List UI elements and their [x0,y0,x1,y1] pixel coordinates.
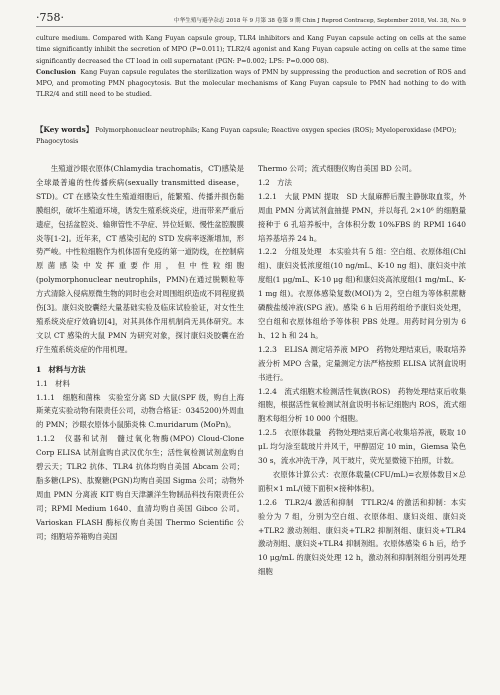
paragraph-cells-strains: 1.1.1 细胞和菌株 实验室分离 SD 大鼠(SPF 级，购自上海斯莱克实验动物有限责任公司，动物合格证：0345200)外周血的 PMN；沙眼衣原体小鼠肺炎株 C.muridarum (MoPn)。 [36,392,244,430]
paragraph-tlr-activation: 1.2.6 TLR2/4 激活和抑制 TTLR2/4 的激活和抑制：本实验分为 7 组，分别为空白组、衣原体组、康妇炎组、康妇炎+TLR2 激动剂组、康妇炎+TLR2 抑制剂组、康妇炎+TLR4 激动剂组、康妇炎+TLR4 抑制剂组。衣原体感染 6 h 后，给予 10 μg/mL 的康妇炎处理 12 h，激动剂和抑制剂组分别再处理细胞 [258,497,466,577]
paragraph-instruments-reagents: 1.1.2 仪器和试剂 髓过氧化物酶(MPO) Cloud-Clone Corp ELISA 试剂盒购自武汉优尔生；活性氧检测试剂盒购自碧云天；TLR2 抗体、TLR4 抗体均购自美国 Abcam 公司；脂多糖(LPS)、肽聚糖(PGN)均购自美国 Sigma 公司；动物外周血 PMN 分离液 KIT 购自天津灏洋生物制品科技有限责任公司；RPMI Medium 1640、血清均购自美国 Gibco 公司。Varioskan FLASH 酶标仪购自美国 Thermo Scientific 公司；细胞培养箱购自美国 [36,434,244,541]
keywords [36,124,466,147]
paragraph-continued: Thermo 公司；流式细胞仪购自美国 BD 公司。 [258,164,417,173]
paragraph-flow-ros: 1.2.4 流式细胞术检测活性氧族(ROS) 药物处理结束后收集细胞，根据活性氧检测试剂盒说明书标记细胞内 ROS，流式细胞术每组分析 10 000 个细胞。 [258,386,466,424]
section-heading-materials-methods: 1 材料与方法 [36,364,86,374]
subsection-heading-methods: 1.2 方法 [258,177,292,187]
keywords-text: Polymorphonuclear neutrophils; Kang Fuyan capsule; Reactive oxygen species (ROS); Myeloperoxidase (MPO); Phagocytosis [36,126,457,145]
paragraph-elisa-mpo: 1.2.3 ELISA 测定培养液 MPO 药物处理结束后，吸取培养液分析 MPO 含量，定量测定方法严格按照 ELISA 试剂盒说明书进行。 [258,344,466,382]
conclusion-label: Conclusion [36,67,76,76]
left-column [36,162,244,543]
page-number: ·758· [36,11,64,24]
paragraph-pmn-extraction: 1.2.1 大鼠 PMN 提取 SD 大鼠麻醉后腹主静脉取血浆，外周血 PMN 分离试剂盒抽提 PMN，并以每孔 2×10⁶ 的细胞量接种于 6 孔培养板中，含体积分数 10%FBS 的 RPMI 1640 培养基培养 24 h。 [258,191,466,243]
conclusion-text: Kang Fuyan capsule regulates the sterilization ways of PMN by suppressing the production and secretion of ROS and MPO, and promoting PMN phagocytosis. But the molecular mechanisms of Kang Fuyan capsule to PMN had nothing to do with TLR2/4 and still need to be studied. [36,67,466,99]
abstract-conclusion [36,67,466,101]
keywords-label: 【Key words】 [36,125,94,134]
english-abstract [36,33,466,101]
abstract-results-tail: culture medium. Compared with Kang Fuyan capsule group, TLR4 inhibitors and Kang Fuyan capsule acting on cells at the same time significantly inhibit the secretion of MPO (P=0.011); TLR2/4 agonist and Kang Fuyan capsule acting on cells at the same time significantly decreased the CT load in cell supernatant (PGN: P=0.002; LPS: P=0.000 08). [36,34,466,65]
paragraph-load-formula: 衣原体计算公式：衣原体载量(CFU/mL)=衣原体数目×总面积×1 mL/(镜下面积×接种体积)。 [258,469,466,493]
journal-citation: 中华生殖与避孕杂志 2018 年 9 月第 38 卷第 9 期 Chin J Reprod Contracep, September 2018, Vol. 38, No. 9 [174,18,466,24]
subsection-heading-materials: 1.1 材料 [36,378,70,388]
right-column [258,162,466,579]
paragraph-grouping: 1.2.2 分组及处理 本实验共有 5 组：空白组、衣原体组(Chl 组)、康妇炎低浓度组(10 ng/mL、K-10 ng 组)、康妇炎中浓度组(1 μg/mL、K-10 μg 组)和康妇炎高浓度组(1 mg/mL、K-1 mg 组)。衣原体感染复数(MOI)为 2，空白组为等体积蔗糖磷酸盐缓冲液(SPG 液)。感染 6 h 后用药组给予康妇炎处理，空白组和衣原体组给予等体积 PBS 处理。用药时间分别为 6 h、12 h 和 24 h。 [258,247,466,340]
intro-paragraph: 生殖道沙眼衣原体(Chlamydia trachomatis，CT)感染是全球最普遍的性传播疾病(sexually transmitted disease，STD)。CT 在感染女性生殖道细胞后，能繁殖、传播并损伤黏膜组织，破坏生殖道环境，诱发生殖系统炎症，进而带来严重后遗症，包括盆腔炎、输卵管性不孕症、异位妊娠、慢性盆腔腹膜炎等[1-2]。近年来，CT 感染引起的 STD 发病率逐渐增加，形势严峻。中性粒细胞作为机体固有免疫的第一道防线，在控制病原菌感染中发挥重要作用，但中性粒细胞(polymorphonuclear neutrophils，PMN)在通过脱颗粒等方式清除入侵病原微生物的同时也会对周围组织造成不同程度损伤[3]。康妇炎胶囊经大量基础实验及临床试验验证，对女性生殖系统炎症疗效确切[4]，对其具体作用机制尚无具体研究。本文以 CT 感染的大鼠 PMN 为研究对象，探讨康妇炎胶囊在治疗生殖系统炎症的作用机理。 [36,164,244,354]
running-header [36,10,466,27]
paragraph-chlamydia-load: 1.2.5 衣原体载量 药物处理结束后离心收集培养液，吸取 10 μL 均匀涂至载玻片并风干，甲醇固定 10 min，Giemsa 染色 30 s，流水冲洗干净，风干玻片，荧光显微镜下拍照，计数。 [258,428,466,466]
